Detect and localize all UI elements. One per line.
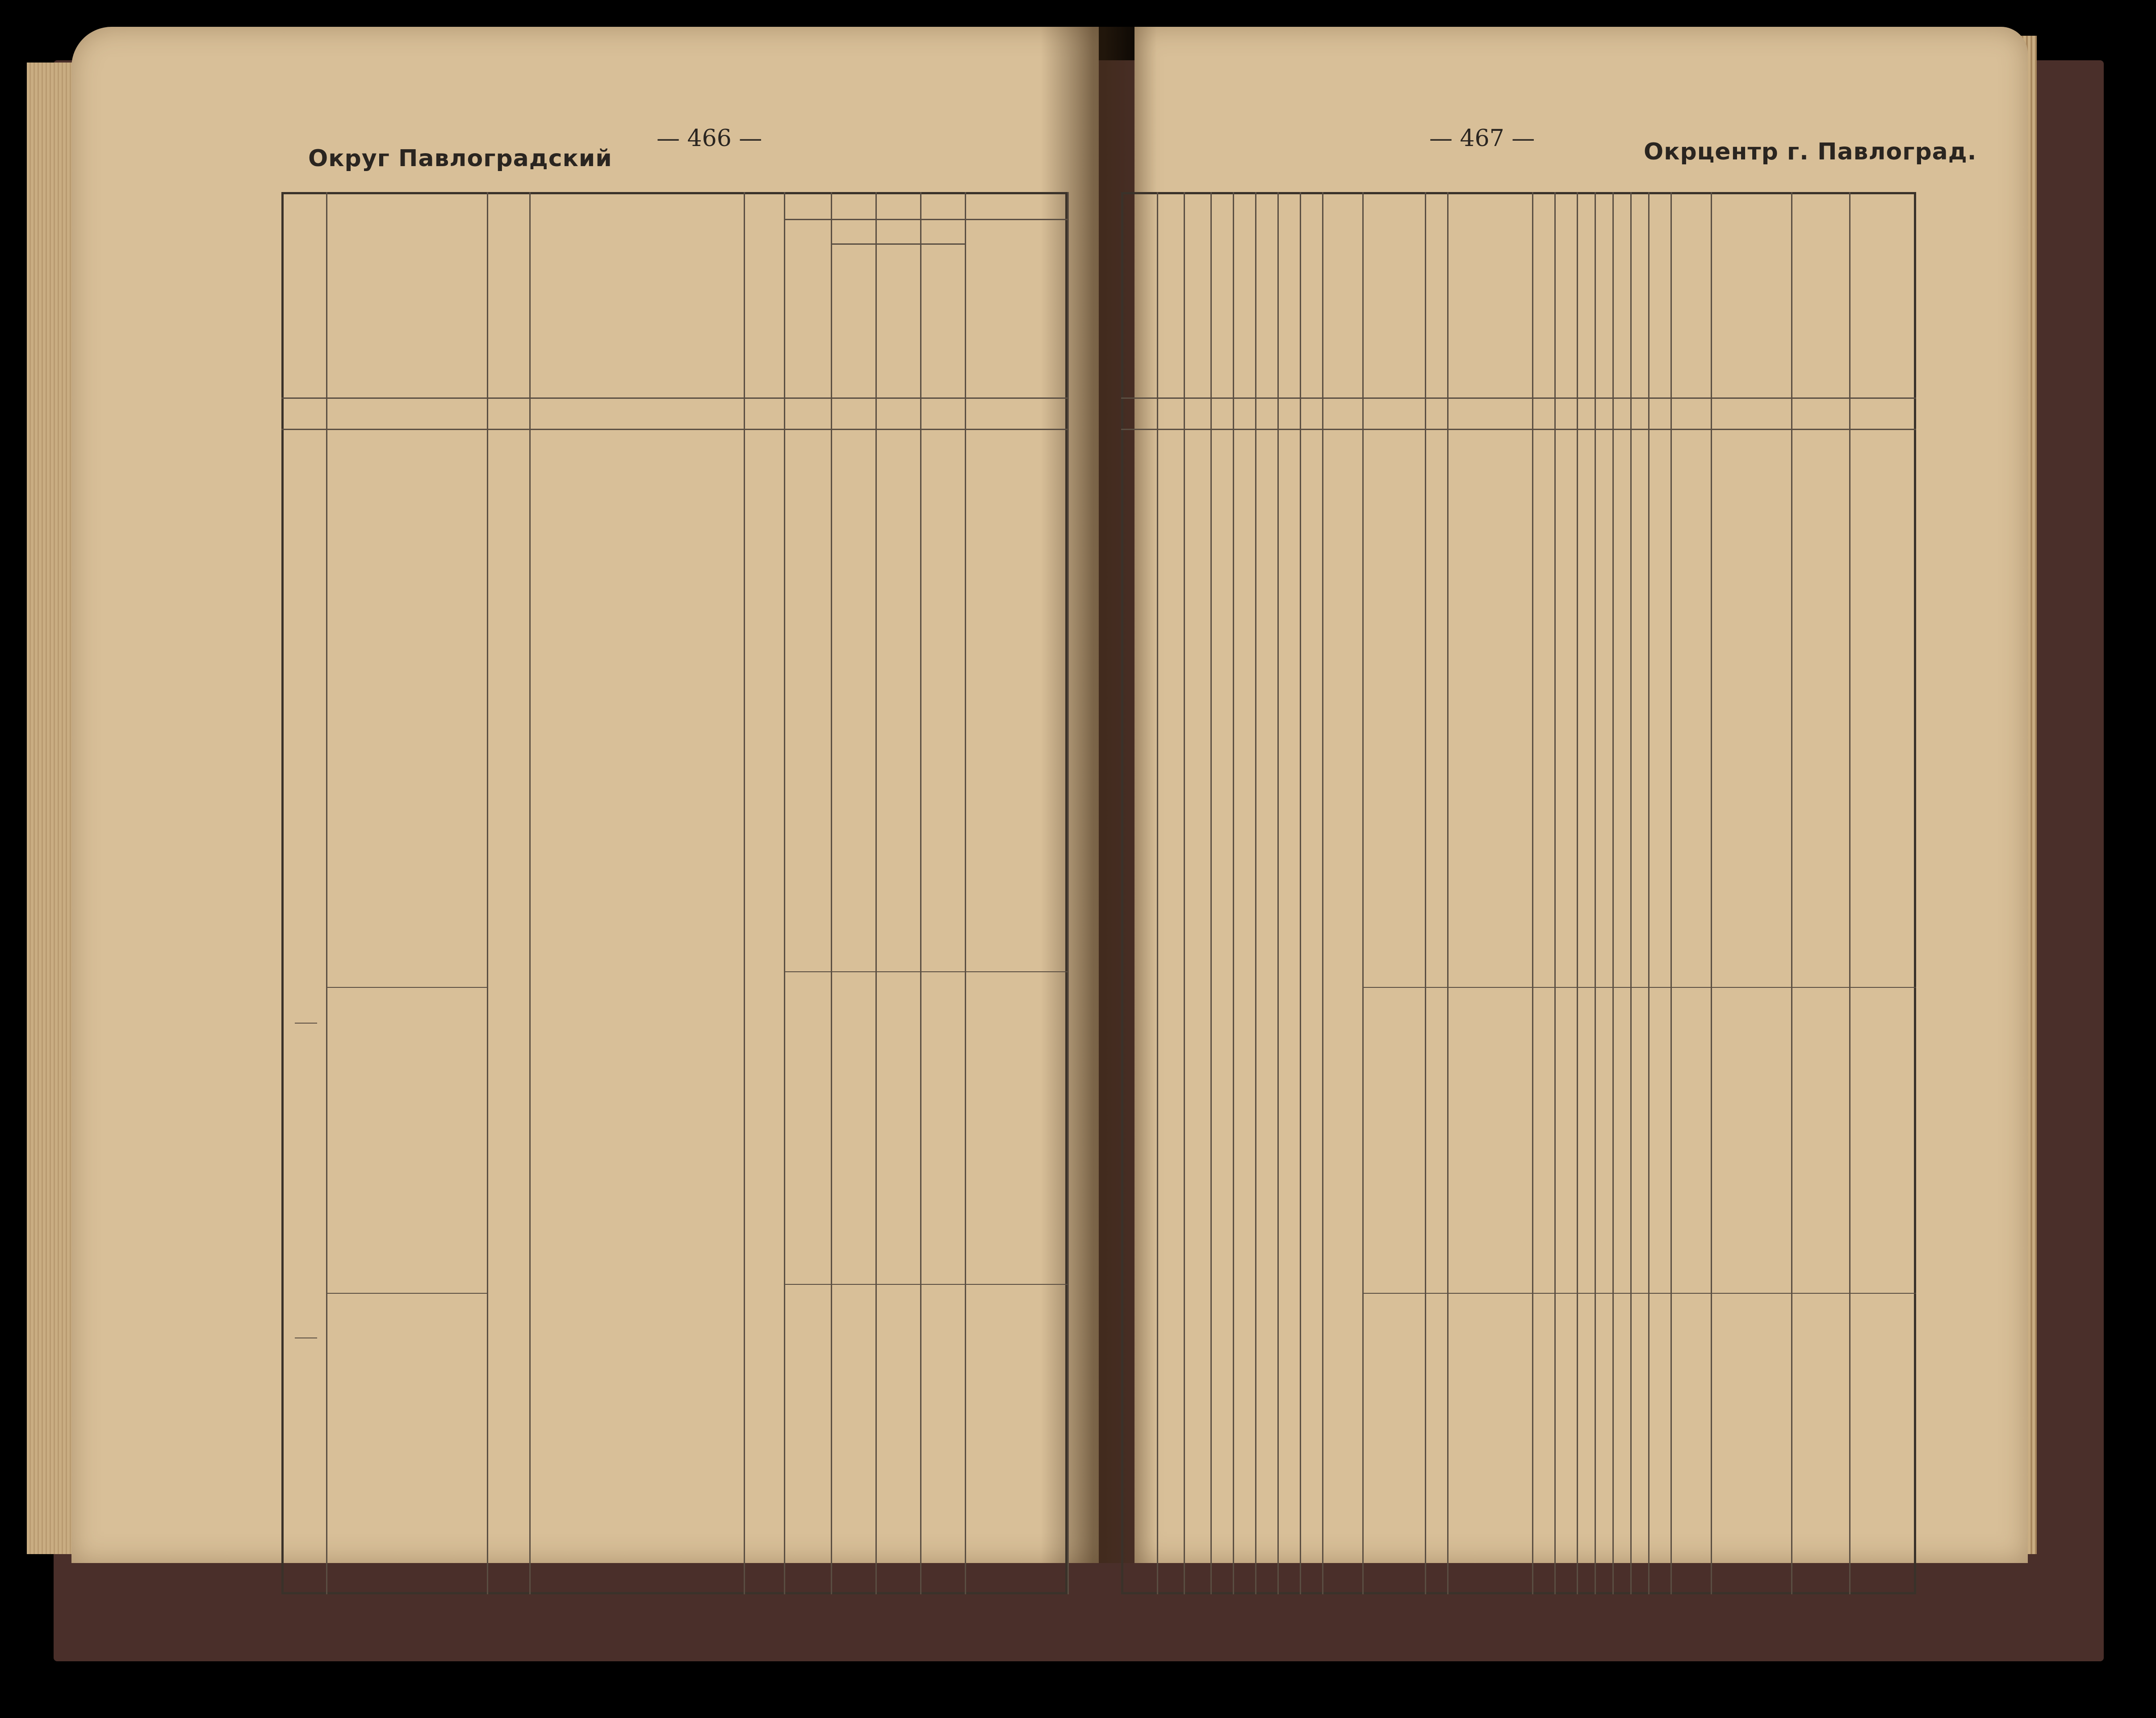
header-barrels bbox=[1277, 250, 1300, 393]
header-to-railway bbox=[1157, 205, 1184, 393]
column-rule bbox=[920, 192, 921, 1594]
column-rule bbox=[1849, 192, 1850, 1594]
column-rule bbox=[1362, 192, 1364, 1594]
header-rule bbox=[281, 397, 1068, 399]
column-rule bbox=[831, 192, 832, 1594]
column-rule bbox=[1554, 192, 1556, 1594]
left-page-number: — 466 — bbox=[657, 125, 762, 152]
table-frame-left bbox=[281, 192, 1068, 1594]
number-rule bbox=[281, 429, 1068, 430]
column-rule bbox=[1612, 192, 1614, 1594]
column-rule bbox=[1595, 192, 1596, 1594]
column-rule bbox=[1711, 192, 1712, 1594]
header-both-sexes bbox=[920, 268, 965, 393]
column-rule bbox=[1210, 192, 1212, 1594]
header-post bbox=[1184, 241, 1210, 393]
column-rule bbox=[1184, 192, 1185, 1594]
column-rule bbox=[529, 192, 531, 1594]
total-rule bbox=[784, 971, 1068, 972]
column-rule bbox=[965, 192, 966, 1594]
total-rule bbox=[784, 1284, 1068, 1285]
header-women bbox=[875, 268, 920, 393]
column-rule bbox=[1648, 192, 1649, 1594]
column-rule bbox=[1791, 192, 1792, 1594]
column-rule bbox=[1255, 192, 1256, 1594]
header-settlement-type bbox=[744, 223, 784, 393]
column-rule bbox=[1157, 192, 1158, 1594]
header-bazaar-days bbox=[1362, 241, 1425, 393]
column-rule bbox=[487, 192, 488, 1594]
header-wells-total bbox=[1233, 250, 1255, 393]
right-page-number: — 467 — bbox=[1429, 125, 1535, 152]
header-place-no bbox=[487, 196, 529, 393]
header-households bbox=[784, 250, 831, 393]
table-frame-right bbox=[1121, 192, 1916, 1594]
right-page-header: Окрцентр г. Павлоград. bbox=[1644, 138, 1977, 165]
block-rule bbox=[326, 987, 487, 988]
header-rule bbox=[1121, 397, 1916, 399]
column-rule bbox=[1670, 192, 1672, 1594]
header-pumps bbox=[1300, 241, 1322, 393]
column-rule bbox=[1277, 192, 1279, 1594]
column-rule bbox=[1447, 192, 1448, 1594]
header-tanneries bbox=[1612, 241, 1630, 393]
header-carts bbox=[1670, 241, 1711, 393]
column-rule bbox=[1630, 192, 1632, 1594]
header-selsovet-no bbox=[284, 196, 326, 393]
column-rule bbox=[1068, 192, 1069, 1594]
fraction-bar bbox=[295, 1023, 317, 1024]
column-rule bbox=[875, 192, 877, 1594]
block-rule bbox=[326, 1293, 487, 1294]
group-rule bbox=[831, 243, 965, 245]
header-nationality bbox=[1068, 205, 1108, 393]
block-rule bbox=[1362, 1293, 1916, 1294]
header-trade bbox=[1322, 214, 1362, 393]
column-rule bbox=[784, 192, 785, 1594]
header-wind-mills bbox=[1554, 295, 1577, 393]
header-men bbox=[831, 268, 875, 393]
column-rule bbox=[1532, 192, 1533, 1594]
header-telephone bbox=[1210, 241, 1233, 393]
column-rule bbox=[1300, 192, 1301, 1594]
header-to-okrug bbox=[1121, 205, 1157, 393]
column-rule bbox=[1425, 192, 1426, 1594]
column-rule bbox=[1322, 192, 1323, 1594]
column-rule bbox=[326, 192, 327, 1594]
column-rule bbox=[744, 192, 745, 1594]
header-groats bbox=[1595, 241, 1612, 393]
column-rule bbox=[1233, 192, 1234, 1594]
number-rule bbox=[1121, 429, 1916, 430]
column-rule bbox=[1577, 192, 1578, 1594]
header-workshops bbox=[1630, 241, 1648, 393]
header-agri bbox=[1849, 214, 1916, 393]
header-wells-bad bbox=[1255, 241, 1277, 393]
header-smithies bbox=[1648, 241, 1670, 393]
header-education bbox=[1711, 214, 1791, 393]
left-page-header: Округ Павлоградский bbox=[308, 145, 612, 172]
header-fairs bbox=[1425, 250, 1532, 393]
page-edges-left bbox=[27, 63, 76, 1554]
header-medical bbox=[1791, 214, 1849, 393]
header-land bbox=[965, 205, 1068, 393]
header-heat-mills bbox=[1532, 295, 1554, 393]
header-oil-mills bbox=[1577, 241, 1595, 393]
block-rule bbox=[1362, 987, 1916, 988]
